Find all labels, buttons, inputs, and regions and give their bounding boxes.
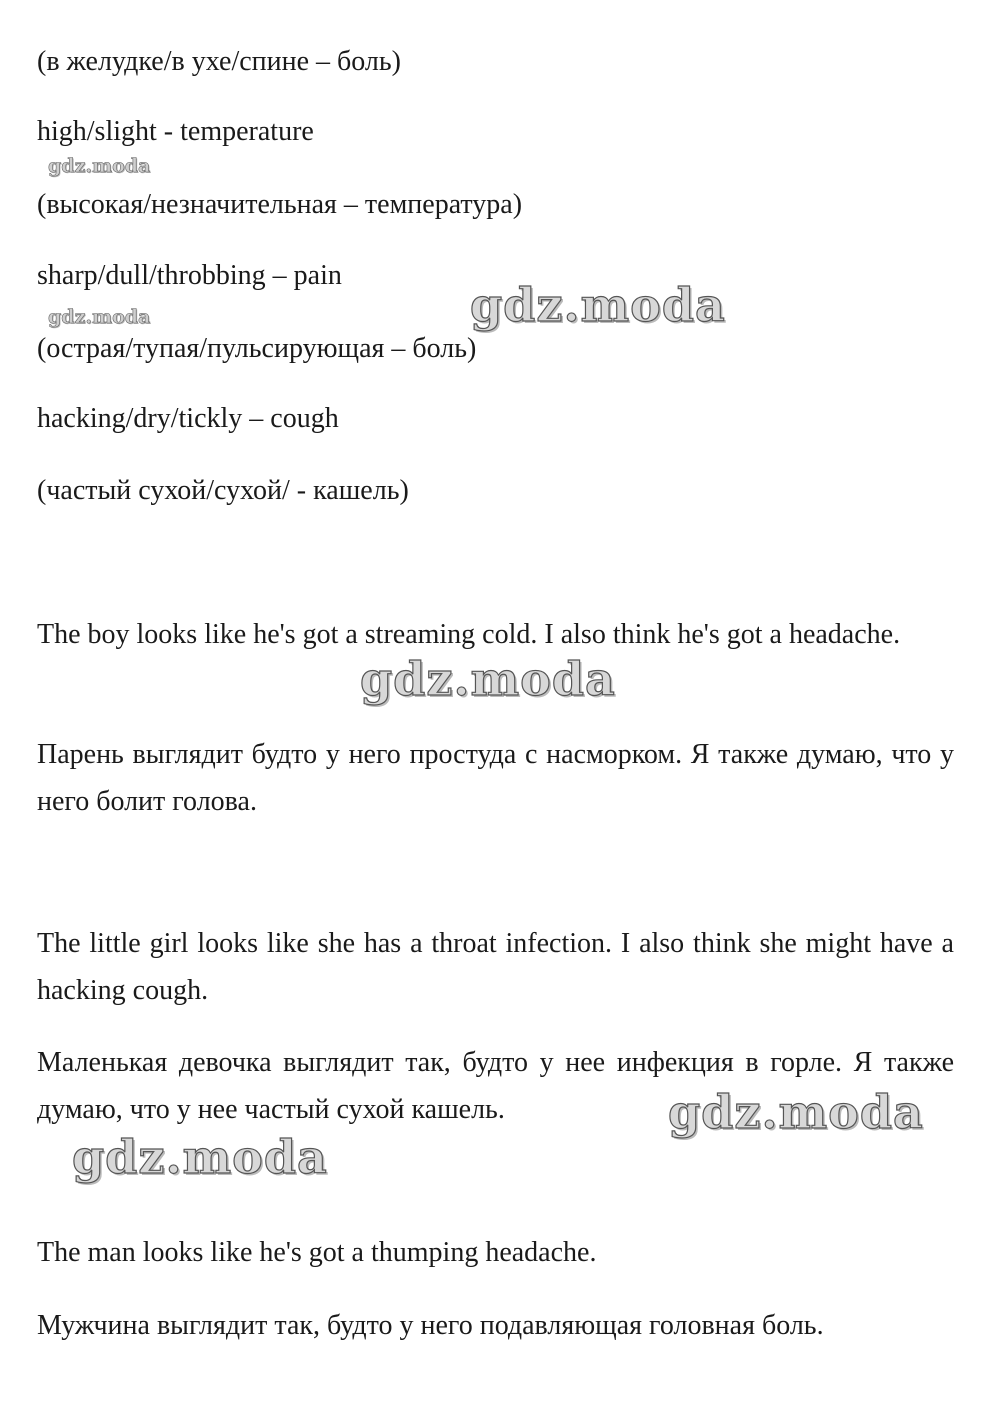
paragraph-boy-russian: Парень выглядит будто у него простуда с насморком. Я также думаю, что у него болит голова. <box>37 739 954 817</box>
watermark-logo: gdz.moda <box>470 278 726 332</box>
paragraph-man-russian: Мужчина выглядит так, будто у него подавляющая головная боль. <box>37 1310 824 1341</box>
paragraph-boy-english: The boy looks like he's got a streaming cold. I also think he's got a headache. <box>37 619 901 650</box>
watermark-logo: gdz.moda <box>72 1130 328 1184</box>
phrase-cough: hacking/dry/tickly – cough <box>37 403 339 434</box>
phrase-temperature-translation: (высокая/незначительная – температура) <box>37 189 523 220</box>
watermark-logo: gdz.moda <box>48 155 151 177</box>
phrase-pain-translation: (острая/тупая/пульсирующая – боль) <box>37 333 477 364</box>
phrase-stomach-ear-back-pain-translation: (в желудке/в ухе/спине – боль) <box>37 46 401 77</box>
paragraph-girl-russian: Маленькая девочка выглядит так, будто у нее инфекция в горле. Я также думаю, что у нее частый сухой кашель. <box>37 1047 954 1125</box>
phrase-temperature: high/slight - temperature <box>37 116 314 147</box>
watermark-logo: gdz.moda <box>48 306 151 328</box>
phrase-cough-translation: (частый сухой/сухой/ - кашель) <box>37 475 409 506</box>
watermark-logo: gdz.moda <box>360 652 616 706</box>
paragraph-girl-english: The little girl looks like she has a throat infection. I also think she might have a hacking cough. <box>37 928 954 1006</box>
watermark-logo: gdz.moda <box>668 1085 924 1139</box>
phrase-pain: sharp/dull/throbbing – pain <box>37 260 342 291</box>
paragraph-man-english: The man looks like he's got a thumping headache. <box>37 1237 597 1268</box>
